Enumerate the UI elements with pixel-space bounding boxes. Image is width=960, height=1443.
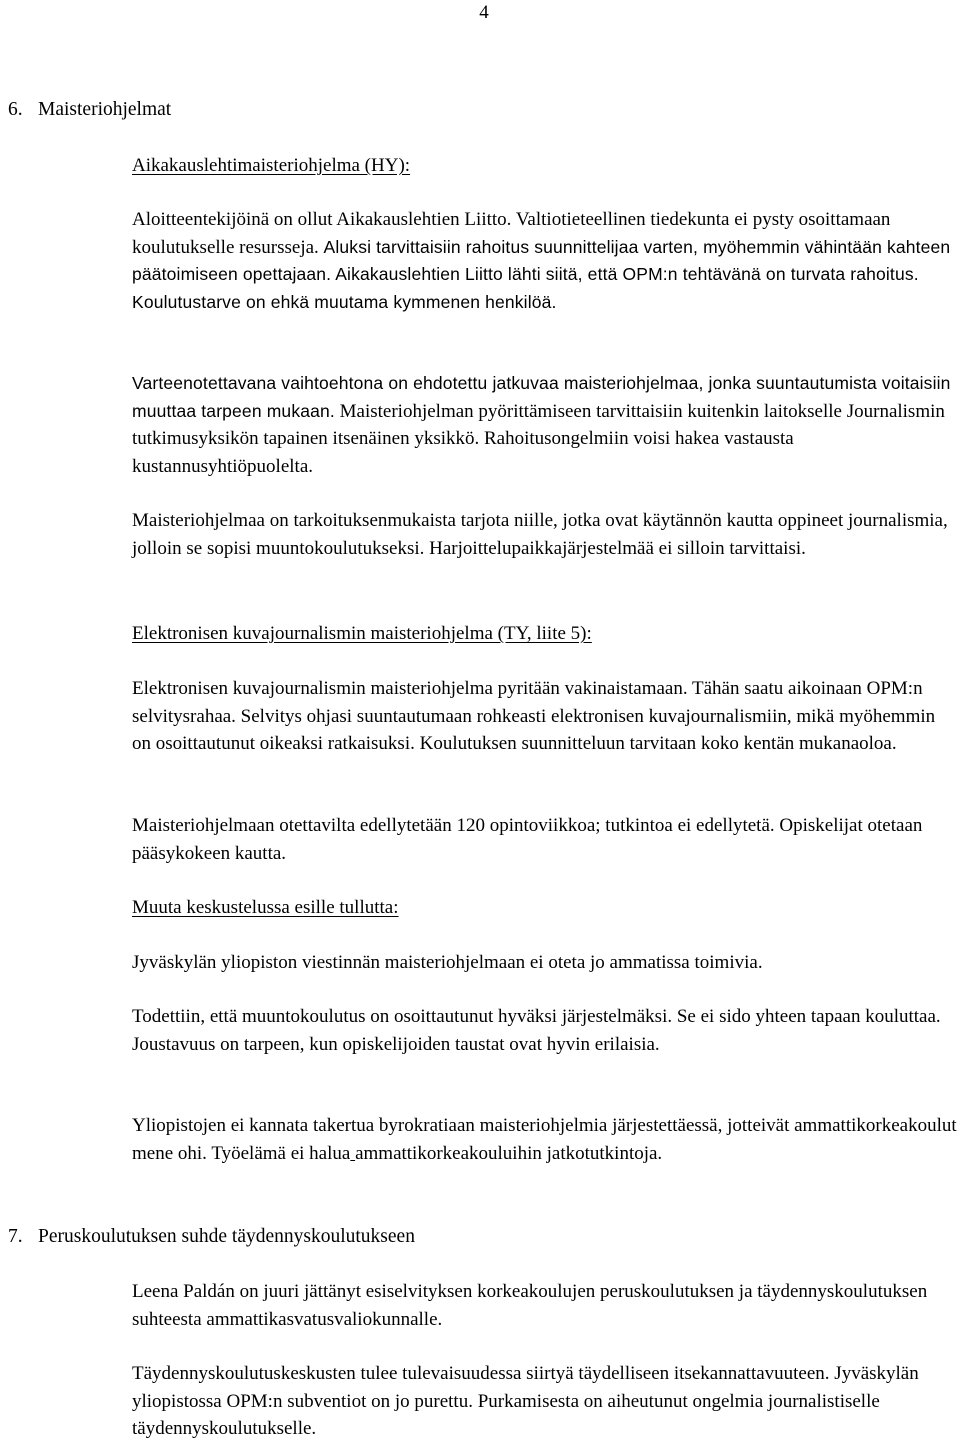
aikakauslehti-paragraph-3: Maisteriohjelmaa on tarkoituksenmukaista tarjota niille, jotka ovat käytännön kautta oppineet journalismia, jolloin se sopisi muuntokoulutukseksi. Harjoittelupaikkajärjestelmää ei silloin tarvittaisi. [132,510,948,559]
section-7-title: Peruskoulutuksen suhde täydennyskoulutukseen [38,1226,415,1247]
section-7-number: 7. [8,1226,23,1247]
section-7-heading [8,1223,415,1250]
aikakauslehti-p2-serif: Maisteriohjelman pyörittämiseen tarvittaisiin kuitenkin laitokselle Journalismin tutkimusyksikön tapainen itsenäinen yksikkö. Rahoitusongelmiin voisi hakea vastausta kustannusyhtiöpuolelta. [132,400,945,477]
muuta-p3-part-1: Yliopistojen ei kannata takertua byrokratiaan maisteriohjelmia järjestettäessä, jotteivät ammattikorkeakoulut mene ohi. Työelämä ei halua [132,1115,957,1164]
elektroninen-heading: Elektronisen kuvajournalismin maisteriohjelma (TY, liite 5): [132,623,592,644]
elektroninen-paragraph-1: Elektronisen kuvajournalismin maisteriohjelma pyritään vakinaistamaan. Tähän saatu aikoinaan OPM:n selvitysrahaa. Selvitys ohjasi suuntautumaan rohkeasti elektronisen kuvajournalismiin, mikä myöhemmin on osoittautunut oikeaksi ratkaisuksi. Koulutuksen suunnitteluun tarvitaan koko kentän mukanaoloa. [132,678,936,754]
section-6-number: 6. [8,99,23,120]
muuta-p3-part-2: ammattikorkeakouluihin jatkotutkintoja. [355,1142,663,1164]
muuta-heading: Muuta keskustelussa esille tullutta: [132,897,399,918]
aikakauslehti-paragraph-2 [132,370,958,480]
section-6-heading [8,96,171,123]
aikakauslehti-paragraph-1 [132,206,958,316]
page-number: 4 [479,2,489,23]
aikakauslehti-p1-sans: Aluksi tarvittaisiin rahoitus suunnittelijaa varten, myöhemmin vähintään kahteen päätoimiseen opettajaan. Aikakauslehtien Liitto lähti siitä, että OPM:n tehtävänä on turvata rahoitus. Koulutustarve on ehkä muutama kymmenen henkilöä. [132,236,951,312]
peruskoulutus-paragraph-2: Täydennyskoulutuskeskusten tulee tulevaisuudessa siirtyä täydelliseen itsekannattavuuteen. Jyväskylän yliopistossa OPM:n subventiot on jo purettu. Purkamisesta on aiheutunut ongelmia journalistiselle täydennyskoulutukselle. [132,1363,919,1439]
section-6-title: Maisteriohjelmat [38,99,172,120]
elektroninen-paragraph-2: Maisteriohjelmaan otettavilta edellytetään 120 opintoviikkoa; tutkintoa ei edellytetä. Opiskelijat otetaan pääsykokeen kautta. [132,815,923,864]
muuta-paragraph-3 [132,1112,958,1167]
muuta-paragraph-1: Jyväskylän yliopiston viestinnän maisteriohjelmaan ei oteta jo ammatissa toimivia. [132,952,763,973]
aikakauslehti-p1-serif: Aloitteentekijöinä on ollut Aikakauslehtien Liitto. Valtiotieteellinen tiedekunta ei pysty osoittamaan koulutukselle resursseja. [132,209,891,258]
aikakauslehti-p2-sans: Varteenotettavana vaihtoehtona on ehdotettu jatkuvaa maisteriohjelmaa, jonka suuntautumista voitaisiin muuttaa tarpeen mukaan. [132,373,951,421]
peruskoulutus-paragraph-1: Leena Paldán on juuri jättänyt esiselvityksen korkeakoulujen peruskoulutuksen ja täydennyskoulutuksen suhteesta ammattikasvatusvaliokunnalle. [132,1281,928,1330]
muuta-paragraph-2: Todettiin, että muuntokoulutus on osoittautunut hyväksi järjestelmäksi. Se ei sido yhteen tapaan kouluttaa. Joustavuus on tarpeen, kun opiskelijoiden taustat ovat hyvin erilaisia. [132,1006,941,1055]
aikakauslehti-heading: Aikakauslehtimaisteriohjelma (HY): [132,155,411,176]
